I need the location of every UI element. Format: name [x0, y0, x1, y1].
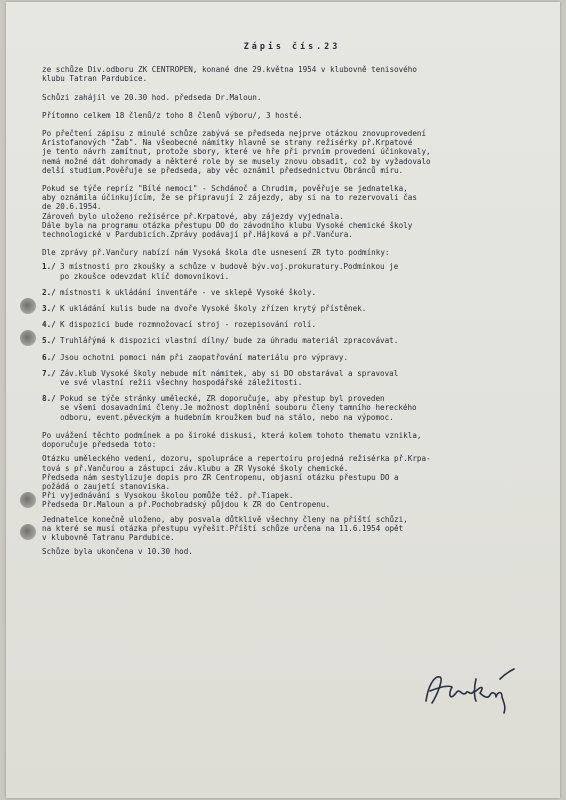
typed-text-body [42, 42, 542, 561]
list-number: 8./ [42, 394, 56, 404]
secretary-paragraph: Jednatelce konečně uloženo, aby posvala důtklivě všechny členy na příští schůzi, na které se musí otázka přestupu vyřešit.Příští schůze určena na 11.6.1954 opět v klubovně Tatranu Pardubice. [42, 514, 408, 542]
list-number: 3./ [42, 304, 56, 314]
list-item [42, 262, 542, 280]
list-number: 2./ [42, 287, 56, 297]
list-item [42, 336, 542, 345]
list-number: 6./ [42, 352, 56, 362]
document-page [6, 2, 560, 798]
list-text: K dispozici bude rozmnožovací stroj - rozepisování rolí. [60, 320, 317, 330]
closing-line: Schůze byla ukončena v 10.30 hod. [42, 547, 193, 557]
list-item [42, 369, 542, 387]
list-item [42, 353, 542, 362]
attendance-line: Přítomno celkem 18 členů/z toho 8 členů výboru/, 3 hosté. [42, 110, 303, 120]
punch-hole [20, 524, 36, 540]
list-text: Pokud se týče stránky umělecké, ZR doporučuje, aby přestup byl proveden se všemi dosavadními členy.Je možnost doplnění souboru členy tamního hereckého odboru, event.pěveckým a hudebním kroužkem buď na stálo, nebo na výpomoc. [60, 394, 417, 422]
list-number: 7./ [42, 368, 56, 378]
punch-hole [20, 298, 36, 314]
list-item [42, 304, 542, 313]
list-number: 1./ [42, 262, 56, 272]
punch-hole [20, 492, 36, 508]
meeting-header: ze schůze Div.odboru ZK CENTROPEN, konané dne 29.května 1954 v klubovně tenisového klubu Tatran Pardubice. [42, 65, 417, 84]
list-text: Truhlářýmá k dispozici vlastní dílny/ bude za úhradu materiál zpracovávat. [60, 336, 399, 346]
document-title: Zápis čís.23 [243, 41, 341, 51]
list-number: 5./ [42, 336, 56, 346]
list-item [42, 288, 542, 297]
opening-line: Schůzi zahájil ve 20.30 hod. předseda Dr.Maloun. [42, 92, 262, 102]
list-text: Záv.klub Vysoké školy nebude mít námitek, aby si DO obstarával a spravoval ve své vlastní režii všechny hospodářské záležitosti. [60, 368, 399, 388]
conditions-list [42, 262, 542, 421]
list-text: 3 místnosti pro zkoušky a schůze v budově býv.voj.prokuratury.Podmínkou je po zkoušce odevzdat klíč domovníkovi. [60, 262, 399, 281]
paragraph-2: Pokud se týče repríz "Bílé nemoci" - Schdánoč a Chrudim, pověřuje se jednatelka, aby oznámila účinkujícím, že se připravují 2 zájezdy, aby si na to rezervovali čas de 20.6.1954. Zároveň bylo uloženo režisérce př.Krpatové, aby zájezdy vyjednala. Dále byla na programu otázka přestupu DO do závodního klubu Vysoké chemické školy technologické v Pardubicích.Zprávy podávají př.Hájková a př.Vančura. [42, 184, 417, 240]
paragraph-1: Po přečtení zápisu z minulé schůze zabývá se předseda nejprve otázkou znovuprovedení Aristofanových "Žab". Na všeobecné námitky hlavně se strany režisérky př.Krpatové je tento návrh zamítnut, protože sbory, které ve hře při prvním provedení účinkovaly, nemá možné dát dohromady a některé role by se musely znovu obsadit, což by vyžadovalo delší studium.Pověřuje se předseda, aby věc oznámil předsednictvu Obránců míru. [42, 129, 431, 175]
list-item [42, 320, 542, 329]
paragraph-3: Dle zprávy př.Vančury nabízí nám Vysoká škola dle usnesení ZR tyto podmínky: [42, 248, 390, 258]
list-text: Jsou ochotni pomoci nám při zaopatřování materiálu pro výpravy. [60, 352, 349, 362]
recommendations-paragraph: Otázku uměleckého vedení, dozoru, spolupráce a repertoiru projedná režisérka př.Krpa- tová s př.Vančurou a zástupci záv.klubu a ZR Vysoké školy chemické. Předseda nám sestylizuje dopis pro ZR Centropenu, objasní otázku přestupu DO a požádá o zaujetí stanoviska. Při vyjednávání s Vysokou školou pomůže též. př.Tiapek. Předseda Dr.Maloun a př.Pochobradský půjdou k ZR do Centropenu. [42, 454, 431, 510]
list-item [42, 394, 542, 422]
punch-hole [20, 330, 36, 346]
list-text: K ukládání kulis bude na dvoře Vysoké školy zřízen krytý přístěnek. [60, 304, 367, 314]
discussion-paragraph: Po uvážení těchto podmínek a po široké diskusi, která kolem tohoto thematu vznikla, doporučuje předseda toto: [42, 430, 422, 450]
handwritten-signature [418, 657, 528, 717]
list-number: 4./ [42, 320, 56, 330]
list-text: místnosti k ukládání inventáře - ve sklepě Vysoké školy. [60, 287, 317, 297]
